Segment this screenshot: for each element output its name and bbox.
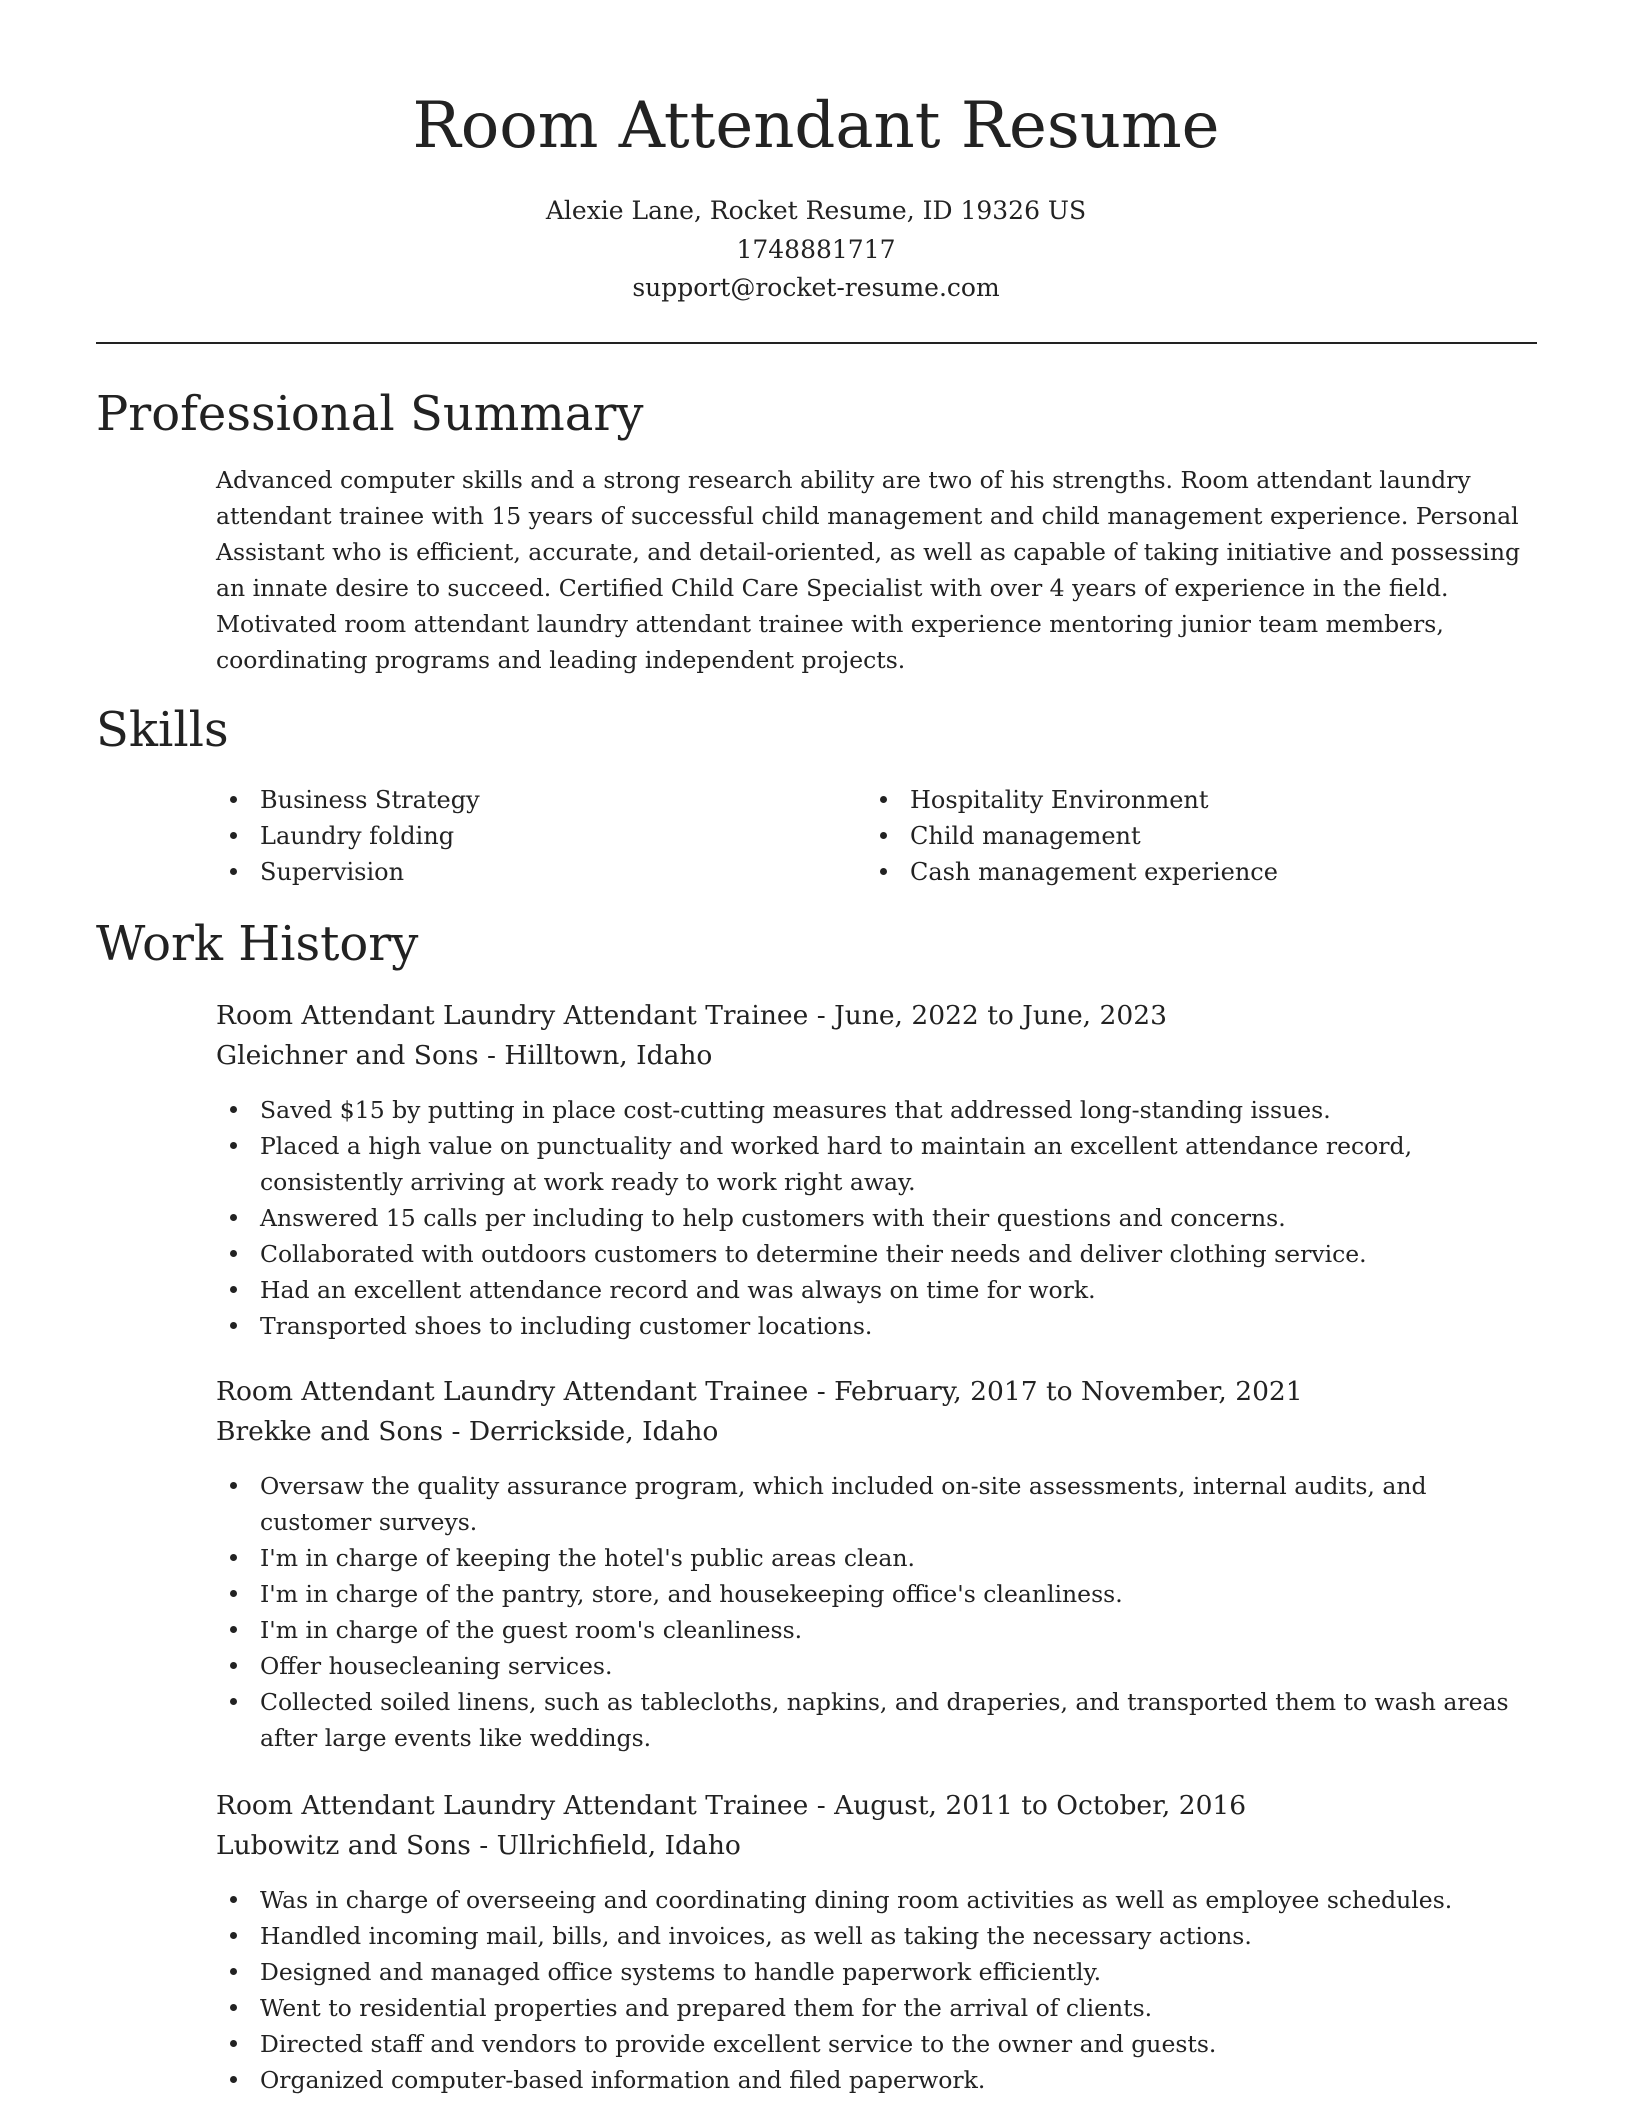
- job-bullet: I'm in charge of the guest room's cleanliness.: [216, 1612, 1541, 1648]
- skill-item: Supervision: [216, 854, 816, 890]
- contact-email: support@rocket-resume.com: [632, 273, 1000, 302]
- contact-block: [0, 192, 1632, 308]
- job-location: - Derrickside, Idaho: [443, 1416, 719, 1447]
- job-company: Gleichner and Sons: [216, 1040, 479, 1071]
- job-1-bullets: [216, 1092, 1541, 1344]
- skill-item: Child management: [866, 818, 1526, 854]
- job-2-bullets: [216, 1468, 1541, 1756]
- job-bullet: Placed a high value on punctuality and worked hard to maintain an excellent attendance record, consistently arriving at work ready to work right away.: [216, 1128, 1541, 1200]
- job-1-company-line: [216, 1036, 712, 1076]
- job-title: Room Attendant Laundry Attendant Trainee: [216, 1790, 809, 1821]
- job-bullet: Answered 15 calls per including to help customers with their questions and concerns.: [216, 1200, 1541, 1236]
- job-location: - Hilltown, Idaho: [478, 1040, 713, 1071]
- skills-list-left: [216, 782, 816, 890]
- job-2-title-line: [216, 1372, 1303, 1412]
- job-bullet: Transported shoes to including customer locations.: [216, 1308, 1541, 1344]
- summary-heading: Professional Summary: [96, 386, 644, 442]
- job-3-company-line: [216, 1826, 741, 1866]
- job-bullet: Had an excellent attendance record and was always on time for work.: [216, 1272, 1541, 1308]
- job-location: - Ullrichfield, Idaho: [470, 1830, 741, 1861]
- skill-item: Hospitality Environment: [866, 782, 1526, 818]
- skills-list-right: [866, 782, 1526, 890]
- job-3-bullets: [216, 1882, 1541, 2098]
- job-bullet: Designed and managed office systems to handle paperwork efficiently.: [216, 1954, 1541, 1990]
- job-2-company-line: [216, 1412, 718, 1452]
- job-3-title-line: [216, 1786, 1246, 1826]
- summary-text: Advanced computer skills and a strong research ability are two of his strengths. Room attendant laundry attendant trainee with 15 years of successful child management and child management experience. Personal Assistant who is efficient, accurate, and detail-oriented, as well as capable of taking initiative and possessing an innate desire to succeed. Certified Child Care Specialist with over 4 years of experience in the field. Motivated room attendant laundry attendant trainee with experience mentoring junior team members, coordinating programs and leading independent projects.: [216, 466, 1520, 674]
- job-company: Lubowitz and Sons: [216, 1830, 471, 1861]
- job-dates: - June, 2022 to June, 2023: [808, 1000, 1167, 1031]
- job-company: Brekke and Sons: [216, 1416, 444, 1447]
- skill-item: Business Strategy: [216, 782, 816, 818]
- job-bullet: Went to residential properties and prepared them for the arrival of clients.: [216, 1990, 1541, 2026]
- job-bullet: Handled incoming mail, bills, and invoices, as well as taking the necessary actions.: [216, 1918, 1541, 1954]
- header-divider: [96, 342, 1537, 344]
- job-bullet: Oversaw the quality assurance program, which included on-site assessments, internal audits, and customer surveys.: [216, 1468, 1541, 1540]
- job-bullet: Directed staff and vendors to provide excellent service to the owner and guests.: [216, 2026, 1541, 2062]
- contact-phone: 1748881717: [736, 234, 896, 264]
- job-bullet: I'm in charge of keeping the hotel's public areas clean.: [216, 1540, 1541, 1576]
- job-dates: - August, 2011 to October, 2016: [808, 1790, 1247, 1821]
- skill-item: Laundry folding: [216, 818, 816, 854]
- job-bullet: Organized computer-based information and filed paperwork.: [216, 2062, 1541, 2098]
- job-bullet: Was in charge of overseeing and coordinating dining room activities as well as employee schedules.: [216, 1882, 1541, 1918]
- job-bullet: Offer housecleaning services.: [216, 1648, 1541, 1684]
- job-1-title-line: [216, 996, 1167, 1036]
- job-dates: - February, 2017 to November, 2021: [808, 1376, 1303, 1407]
- job-bullet: Collected soiled linens, such as tablecloths, napkins, and draperies, and transported them to wash areas after large events like weddings.: [216, 1684, 1541, 1756]
- skills-heading: Skills: [96, 702, 229, 758]
- job-title: Room Attendant Laundry Attendant Trainee: [216, 1000, 809, 1031]
- resume-title: Room Attendant Resume: [412, 89, 1220, 163]
- job-bullet: Saved $15 by putting in place cost-cutting measures that addressed long-standing issues.: [216, 1092, 1541, 1128]
- job-bullet: Collaborated with outdoors customers to determine their needs and deliver clothing service.: [216, 1236, 1541, 1272]
- work-history-heading: Work History: [96, 916, 419, 972]
- job-title: Room Attendant Laundry Attendant Trainee: [216, 1376, 809, 1407]
- contact-address: Alexie Lane, Rocket Resume, ID 19326 US: [545, 196, 1087, 225]
- job-bullet: I'm in charge of the pantry, store, and housekeeping office's cleanliness.: [216, 1576, 1541, 1612]
- skill-item: Cash management experience: [866, 854, 1526, 890]
